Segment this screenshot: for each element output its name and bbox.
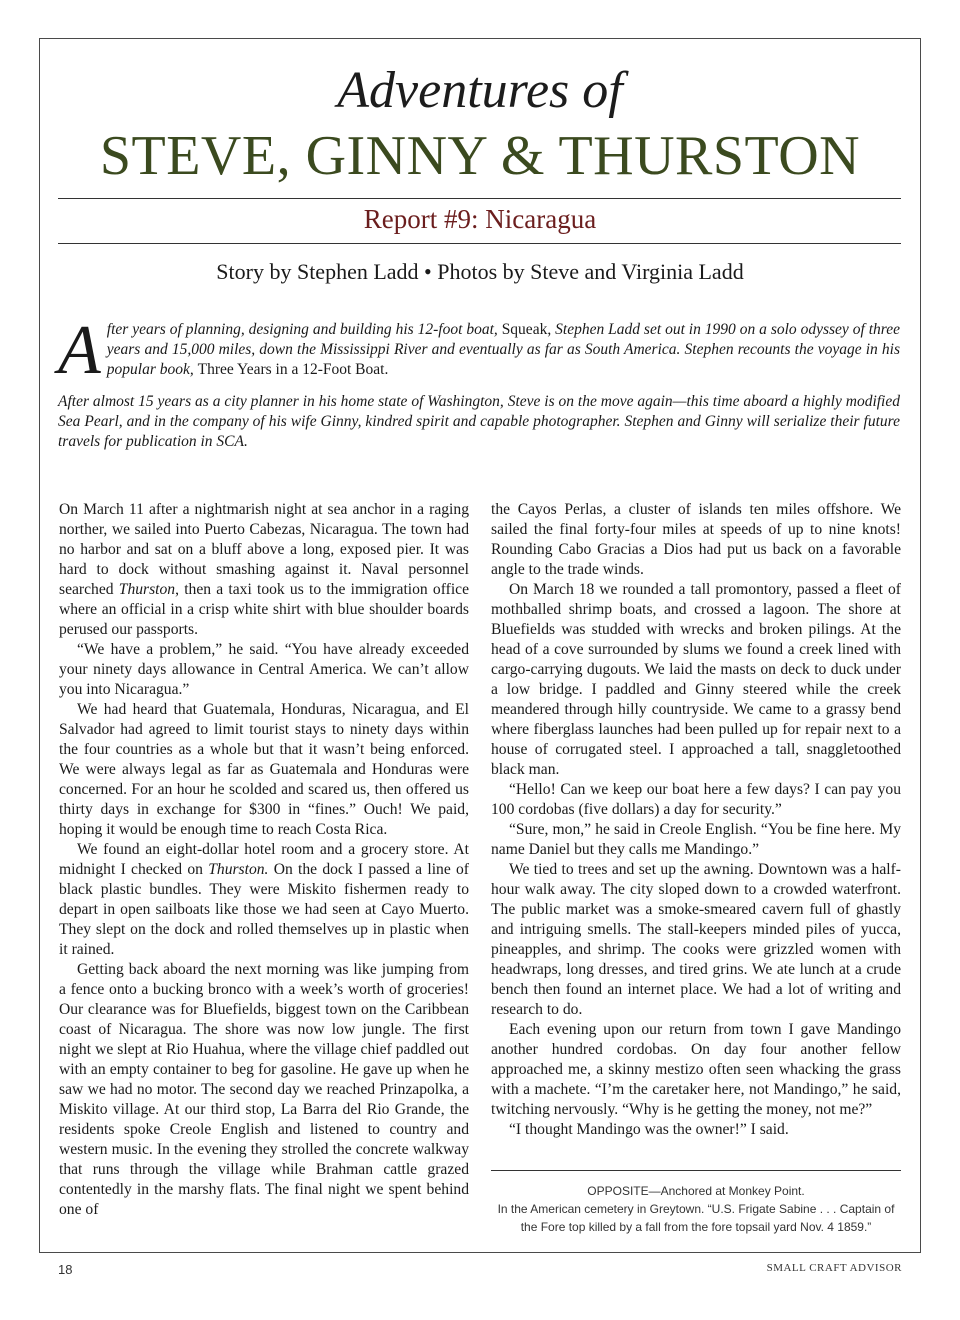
text-span: We found an eight-dollar hotel room and a grocery store. At midnight I checked on [59, 841, 469, 878]
title-top: Adventures of [337, 62, 623, 119]
paragraph [59, 840, 469, 960]
intro-text-b: Stephen Ladd set out in 1990 on a solo odyssey of three years and 15,000 miles, down the Mississippi River and eventually as far as South America. Stephen recounts the voyage in his popular book, [106, 321, 900, 378]
intro-paragraph-1 [58, 312, 900, 389]
paragraph: We tied to trees and set up the awning. Downtown was a half-hour walk away. The city sloped down to a crowded waterfront. The public market was a smoke-smeared cavern full of ghastly and intriguing smells. The stall-keepers minded piles of yucca, pineapples, and shrimp. The cooks were grizzled women with headwraps, long dresses, and tired grins. We ate lunch at a crude bench then found an internet place. We had a lot of writing and research to do. [491, 861, 901, 1018]
text-span: On the dock I passed a line of black plastic bundles. They were Miskito fishermen ready to depart in open sailboats like those we had seen at Cayo Muerto. They slept on the dock and rolled themselves up in plastic when it rained. [59, 861, 469, 958]
magazine-name: SMALL CRAFT ADVISOR [766, 1262, 902, 1274]
article-column-left [59, 500, 469, 1220]
paragraph: On March 18 we rounded a tall promontory, passed a fleet of mothballed shrimp boats, and crossed a lagoon. The shore at Bluefields was studded with wrecks and broken pilings. At the head of a cove surrounded by slums we found a creek lined with cargo-carrying dugouts. We laid the masts on deck to duck under a low bridge. I paddled and Ginny steered while the creek meandered through hilly countryside. We came to a grassy bend where fiberglass launches had been pulled up for repair next to a house of corrugated steel. I approached a tall, snaggletoothed black man. [491, 581, 901, 778]
drop-cap: A [58, 312, 101, 389]
byline: Story by Stephen Ladd • Photos by Steve and Virginia Ladd [216, 259, 744, 284]
paragraph: “We have a problem,” he said. “You have already exceeded your ninety days allowance in Central America. We can’t allow you into Nicaragua.” [59, 641, 469, 698]
paragraph: We had heard that Guatemala, Honduras, Nicaragua, and El Salvador had agreed to limit tourist stays to ninety days within the four countries as a whole but that it wasn’t being enforced. We were always legal as far as Guatemala and Honduras were concerned. For an hour he scolded and scared us, then offered us thirty days in exchange for $300 in “fines.” Ouch! We paid, hoping it would be enough time to reach Costa Rica. [59, 701, 469, 838]
boat-name: Thurston [118, 581, 176, 598]
paragraph [59, 500, 469, 640]
paragraph: Each evening upon our return from town I gave Mandingo another hundred cordobas. On day four another fellow approached me, a skinny mestizo often seen whacking the grass with a machete. “I’m the caretaker here, not Mandingo,” he said, twitching nervously. “Why is he getting the money, not me?” [491, 1021, 901, 1118]
subtitle-rule [58, 243, 901, 244]
page-title: STEVE, GINNY & THURSTON [99, 125, 861, 187]
text-span: On March 11 after a nightmarish night at sea anchor in a raging norther, we sailed into Puerto Cabezas, Nicaragua. The town had no harbor and sat on a bluff above a long, exposed pier. It was hard to dock without smashing against it. Naval personnel searched [59, 501, 469, 598]
article-column-right [491, 500, 901, 1140]
paragraph: “Sure, mon,” he said in Creole English. “You be fine here. My name Daniel but they calls me Mandingo.” [491, 821, 901, 858]
paragraph: “Hello! Can we keep our boat here a few days? I can pay you 100 cordobas (five dollars) a day for security.” [491, 781, 901, 818]
intro-boat-name: Squeak, [501, 321, 552, 338]
paragraph: “I thought Mandingo was the owner!” I said. [509, 1121, 789, 1138]
intro-text-a: fter years of planning, designing and building his 12-foot boat, [106, 321, 502, 338]
boat-name: Thurston. [208, 861, 269, 878]
report-subtitle: Report #9: Nicaragua [363, 204, 597, 234]
title-rule [58, 198, 901, 199]
text-span: , then a taxi took us to the immigration office where an official in a crisp white shirt with blue shoulder boards perused our passports. [59, 581, 469, 638]
paragraph: Getting back aboard the next morning was like jumping from a fence onto a bucking bronco with a week’s worth of groceries! Our clearance was for Bluefields, biggest town on the Caribbean coast of Nicaragua. The shore was now low jungle. The first night we slept at Rio Huahua, where the village chief paddled out with an empty container to beg for gasoline. He gave up when he saw we had no motor. The second day we reached Prinzapolka, a Miskito village. At our third stop, La Barra del Rio Grande, the residents spoke Creole English and listened to country and western music. In the evening they strolled the concrete walkway that runs through the village while Brahman cattle grazed contentedly in the marshy flats. The final night we spent behind one of [59, 961, 469, 1218]
intro-book-title: Three Years in a 12-Foot Boat. [197, 361, 389, 378]
page-number: 18 [58, 1262, 73, 1277]
caption-rule [491, 1170, 901, 1171]
caption-line-1: OPPOSITE—Anchored at Monkey Point. [587, 1184, 805, 1198]
intro-paragraph-2: After almost 15 years as a city planner in his home state of Washington, Steve is on the move again—this time aboard a highly modified Sea Pearl, and in the company of his wife Ginny, kindred spirit and capable photographer. Stephen and Ginny will serialize their future travels for publication in SCA. [58, 393, 900, 450]
paragraph: the Cayos Perlas, a cluster of islands ten miles offshore. We sailed the final forty-four miles at speeds of up to nine knots! Rounding Cabo Gracias a Dios had put us back on a favorable angle to the trade winds. [491, 501, 901, 578]
photo-caption [491, 1182, 901, 1236]
caption-line-2: In the American cemetery in Greytown. “U.S. Frigate Sabine . . . Captain of the Fore top killed by a fall from the fore topsail yard Nov. 4 1859.” [497, 1202, 895, 1234]
intro-block [58, 312, 900, 452]
